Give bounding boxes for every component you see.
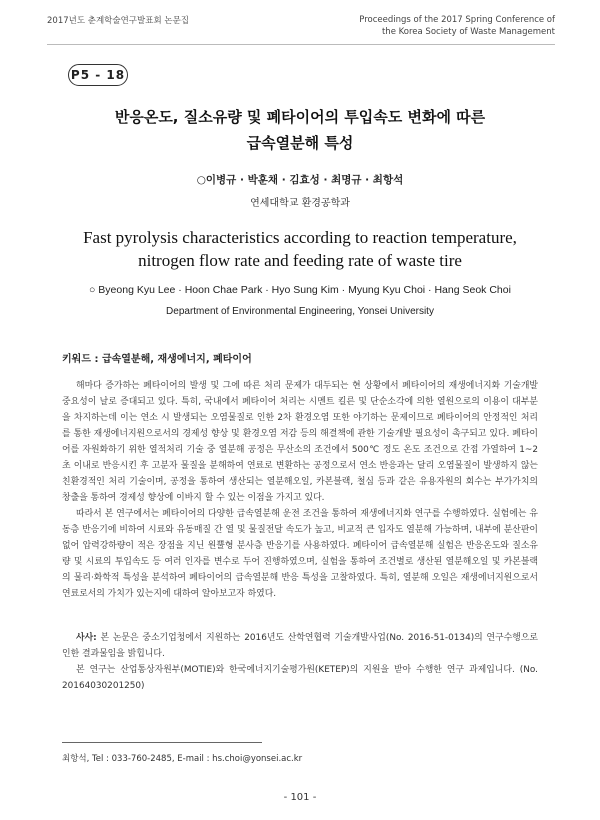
ack-text-1: 본 논문은 중소기업청에서 지원하는 2016년도 산학연협력 기술개발사업(No. 2016-51-0134)의 연구수행으로 인한 결과물임을 밝힙니다. [62,633,538,659]
affiliation-english: Department of Environmental Engineering, Yonsei University [166,306,434,317]
affiliation-korean: 연세대학교 환경공학과 [250,198,350,209]
header-conference-ko: 2017년도 춘계학술연구발표회 논문집 [47,16,189,26]
title-ko-line2: 급속열분해 특성 [246,134,354,152]
header-en-line1: Proceedings of the 2017 Spring Conference of [359,15,555,25]
title-ko-line1: 반응온도, 질소유량 및 폐타이어의 투입속도 변화에 따른 [114,108,486,126]
body-paragraph-1: 해마다 증가하는 폐타이어의 발생 및 그에 따른 처리 문제가 대두되는 현 상황에서 폐타이어의 재생에너지화 기술개발 중요성이 날로 증대되고 있다. 특히, 국내에서 폐타이어 처리는 시멘트 킬른 및 단순소각에 의한 열원으로의 이용이 대부분을 차지하는데 이는 연소 시 발생되는 오염물질로 인한 2차 환경오염 또한 야기하는 문제이므로 폐타이어의 안정적인 처리를 통한 재생에너지원으로서의 경제성 향상 및 환경오염 저감 등의 해결책에 관한 기술개발 필요성이 촉구되고 있다. 폐타이어를 자원화하기 위한 열적처리 기술 중 열분해 공정은 무산소의 조건에서 500℃ 정도 온도 조건으로 간접 가열하여 1~2초 이내로 반응시킨 후 고분자 물질을 분해하여 연료로 변환하는 공정으로서 연소 반응과는 달리 오염물질이 발생하지 않는 친환경적인 처리 기술이며, 공정을 통하여 생산되는 열분해오일, 카본블랙, 철심 등과 같은 유용자원의 회수는 부가가치의 창출을 통하여 경제성 향상에 이바지 할 수 있는 이점을 가지고 있다. [62,381,538,503]
header-en-line2: the Korea Society of Waste Management [381,27,555,37]
title-en-line2: nitrogen flow rate and feeding rate of waste tire [138,251,462,270]
body-paragraph-2: 따라서 본 연구에서는 폐타이어의 다양한 급속열분해 운전 조건을 통하여 재생에너지화 연구를 수행하였다. 실험에는 유동층 반응기에 비하여 시료와 유동매질 간 열 및 물질전달 속도가 높고, 비교적 큰 입자도 열분해 가능하며, 내부에 분산판이 없어 압력강하량이 적은 장점을 지닌 원뿔형 분사층 반응기를 사용하였다. 폐타이어 급속열분해 실험은 반응온도와 질소유량 및 시료의 투입속도 등 여러 인자를 변수로 두어 진행하였으며, 실험을 통하여 조건별로 생산된 열분해오일 및 카본블랙의 물리·화학적 특성을 분석하여 폐타이어의 급속열분해 반응 특성을 고찰하였다. 특히, 열분해 오일은 재생에너지원으로서 연료로서의 가치가 있는지에 대하여 알아보고자 하였다. [62,509,538,599]
title-english [60,226,540,272]
page-number: - 101 - [283,792,317,803]
header-conference-en [359,14,555,38]
footnote-divider [62,742,262,743]
title-en-line1: Fast pyrolysis characteristics according to reaction temperature, [83,228,517,247]
authors-korean: ○이병규 · 박훈채 · 김효성 · 최명규 · 최항석 [196,174,404,186]
ack-paragraph-1 [62,630,538,662]
abstract-body [62,378,538,602]
keywords: 키워드 : 급속열분해, 재생에너지, 폐타이어 [62,354,252,365]
title-korean [60,104,540,156]
ack-paragraph-2: 본 연구는 산업통상자원부(MOTIE)와 한국에너지기술평가원(KETEP)의 지원을 받아 수행한 연구 과제입니다. (No. 20164030201250) [62,665,538,691]
corresponding-author-footnote: 최항석, Tel : 033-760-2485, E-mail : hs.choi@yonsei.ac.kr [62,754,303,764]
header-divider [47,44,555,45]
acknowledgement [62,630,538,694]
ack-label: 사사: [76,633,97,643]
paper-code-badge: P5 - 18 [68,64,128,86]
authors-english: ○ Byeong Kyu Lee · Hoon Chae Park · Hyo Sung Kim · Myung Kyu Choi · Hang Seok Choi [89,284,511,296]
